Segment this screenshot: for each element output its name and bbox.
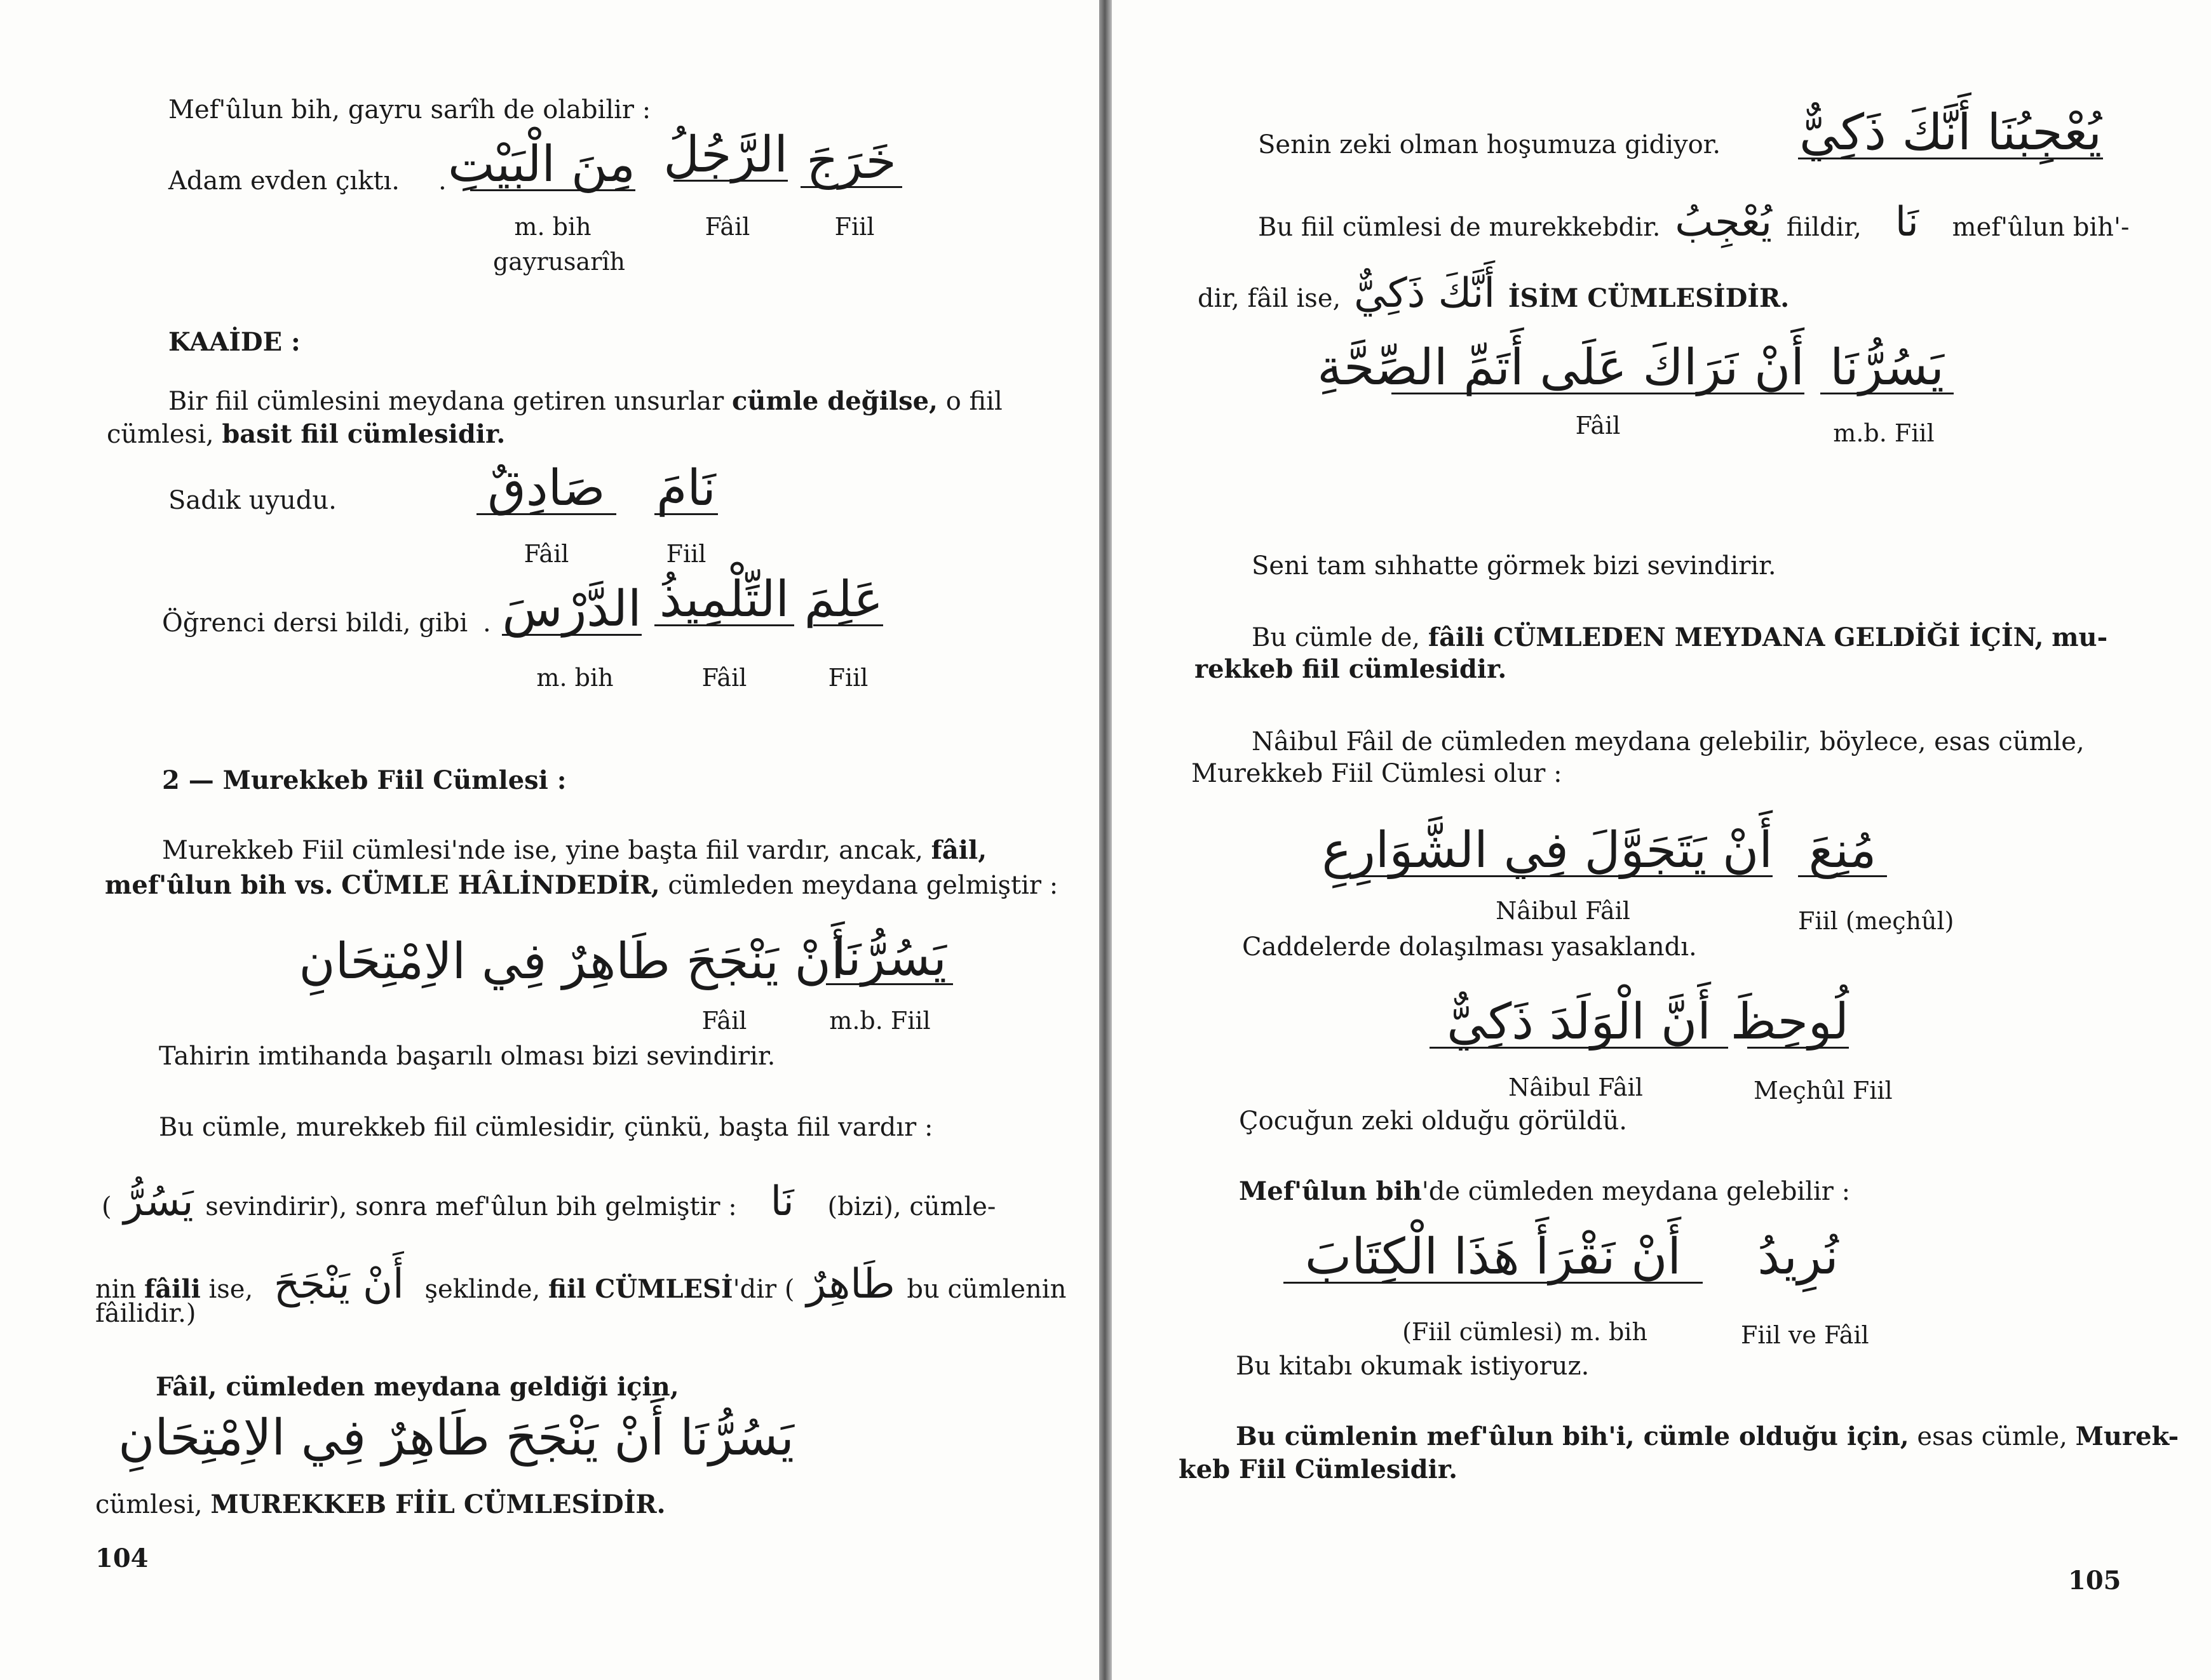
label-fail: Fâil	[1575, 412, 1621, 440]
example-translation: Öğrenci dersi bildi, gibi	[162, 608, 468, 638]
book-gutter	[1099, 0, 1112, 1680]
paragraph-1-cont: cümlesi, basit fiil cümlesidir.	[107, 419, 506, 449]
label-fail: Fâil	[701, 664, 747, 692]
paragraph-5: nin fâili ise, أَنْ يَنْجَحَ şeklinde, fiil CÜMLESİ'dir ( طَاهِرٌ bu cümlenin	[95, 1261, 1067, 1308]
punctuation: .	[438, 166, 447, 196]
label-fail: Fâil	[701, 1007, 747, 1035]
label-fiil: Fiil	[666, 540, 707, 568]
section-heading: 2 — Murekkeb Fiil Cümlesi :	[162, 765, 567, 795]
label-mbih: m. bih	[514, 213, 592, 241]
label-mechul-fiil: Meçhûl Fiil	[1754, 1077, 1893, 1105]
label-naibul-fail: Nâibul Fâil	[1496, 897, 1630, 925]
arabic-fail: صَادِقٌ	[477, 464, 616, 515]
paragraph-1-cont: rekkeb fiil cümlesidir.	[1194, 654, 1507, 684]
paragraph-6: Fâil, cümleden meydana geldiği için,	[156, 1372, 679, 1402]
arabic-fiil: عَلِمَ	[804, 571, 883, 628]
example-translation: Çocuğun zeki olduğu görüldü.	[1239, 1106, 1627, 1136]
arabic-fiil: نُرِيدُ	[1757, 1228, 1839, 1286]
paragraph-1: Bir fiil cümlesini meydana getiren unsurlar cümle değilse, o fiil	[168, 386, 1003, 416]
arabic-fiil: لُوحِظَ	[1730, 993, 1849, 1051]
kaide-heading: KAAİDE :	[168, 327, 301, 357]
paragraph-3: Mef'ûlun bih'de cümleden meydana gelebilir :	[1239, 1176, 1851, 1206]
label-fiil-mechul: Fiil (meçhûl)	[1798, 907, 1954, 935]
paragraph-3: Bu cümle, murekkeb fiil cümlesidir, çünkü, başta fiil vardır :	[159, 1113, 933, 1142]
arabic-fiil: يَسُرُّنَا	[1820, 343, 1954, 394]
label-fiil-ve-fail: Fiil ve Fâil	[1741, 1321, 1869, 1349]
label-fiil: Fiil	[834, 213, 875, 241]
label-gayrusarih: gayrusarîh	[492, 248, 626, 276]
label-naibul-fail: Nâibul Fâil	[1508, 1073, 1643, 1101]
right-page	[1112, 0, 2211, 1680]
label-mb-fiil: m.b. Fiil	[829, 1007, 931, 1035]
arabic-mbih: الدَّرْسَ	[502, 581, 642, 638]
arabic-fiil: نَامَ	[654, 464, 718, 515]
label-fiil: Fiil	[828, 664, 869, 692]
paragraph-4: Bu cümlenin mef'ûlun bih'i, cümle olduğu için, esas cümle, Murek-	[1236, 1421, 2179, 1451]
paragraph-1: Bu cümle de, fâili CÜMLEDEN MEYDANA GELDİĞİ İÇİN, mu-	[1252, 622, 2108, 652]
label-fail: Fâil	[524, 540, 569, 568]
example-translation: Adam evden çıktı.	[168, 166, 400, 196]
label-mbih: (Fiil cümlesi) m. bih	[1402, 1318, 1647, 1346]
label-fail: Fâil	[705, 213, 750, 241]
page-number: 104	[95, 1543, 149, 1573]
example-translation: Seni tam sıhhatte görmek bizi sevindirir.	[1252, 551, 1776, 581]
left-page	[0, 0, 1099, 1680]
intro-line: Senin zeki olman hoşumuza gidiyor.	[1258, 130, 1721, 159]
label-mb-fiil: m.b. Fiil	[1833, 419, 1935, 447]
label-mbih: m. bih	[536, 664, 614, 692]
example-translation: Sadık uyudu.	[168, 486, 337, 515]
arabic-fail: التِّلْمِيذُ	[654, 575, 794, 626]
arabic-fail-clause: أَنْ يَنْجَحَ طَاهِرٌ فِي الاِمْتِحَانِ	[299, 933, 845, 990]
arabic-fail: الرَّجُلُ	[663, 126, 788, 184]
arabic-mbih-clause: أَنْ نَقْرَأَ هَذَا الْكِتَابَ	[1283, 1232, 1703, 1284]
punctuation: .	[483, 608, 491, 638]
arabic-mbih: مِنَ الْبَيْتِ	[447, 136, 635, 193]
example-translation: Caddelerde dolaşılması yasaklandı.	[1242, 932, 1697, 962]
paragraph-2: Nâibul Fâil de cümleden meydana gelebilir, böylece, esas cümle,	[1252, 727, 2085, 756]
paragraph-7: cümlesi, MUREKKEB FİİL CÜMLESİDİR.	[95, 1489, 666, 1519]
arabic-example: يَسُرُّنَا أَنْ يَنْجَحَ طَاهِرٌ فِي الاِمْتِحَانِ	[118, 1409, 794, 1467]
line-3: dir, fâil ise, أَنَّكَ ذَكِيٌّ İSİM CÜMLESİDİR.	[1198, 270, 1790, 317]
intro-line: Mef'ûlun bih, gayru sarîh de olabilir :	[168, 95, 651, 124]
arabic-naibul-fail: أَنْ يَتَجَوَّلَ فِي الشَّوَارِعِ	[1322, 822, 1773, 879]
paragraph-4-cont: keb Fiil Cümlesidir.	[1179, 1455, 1458, 1484]
paragraph-2-cont: mef'ûlun bih vs. CÜMLE HÂLİNDEDİR, cümleden meydana gelmiştir :	[105, 870, 1058, 900]
example-translation: Bu kitabı okumak istiyoruz.	[1236, 1352, 1590, 1381]
arabic-fiil: مُنِعَ	[1798, 826, 1887, 877]
paragraph-2: Murekkeb Fiil cümlesi'nde ise, yine başta fiil vardır, ancak, fâil,	[162, 835, 987, 865]
paragraph-2-cont: Murekkeb Fiil Cümlesi olur :	[1191, 759, 1562, 788]
line-2: Bu fiil cümlesi de murekkebdir. يُعْجِبُ fiildir, نَا mef'ûlun bih'-	[1258, 199, 2130, 246]
arabic-fiil: يَسُرُّنَا	[826, 934, 953, 985]
arabic-example: يُعْجِبُنَا أَنَّكَ ذَكِيٌّ	[1799, 104, 2102, 161]
paragraph-4: ( يَسُرُّ sevindirir), sonra mef'ûlun bih gelmiştir : نَا (bizi), cümle-	[102, 1178, 996, 1225]
arabic-naibul-fail: أَنَّ الْوَلَدَ ذَكِيٌّ	[1430, 997, 1728, 1049]
paragraph-5-cont: fâilidir.)	[95, 1299, 196, 1328]
arabic-fail-clause: أَنْ نَرَاكَ عَلَى أَتَمِّ الصِّحَّةِ	[1317, 339, 1804, 396]
page-number: 105	[2068, 1566, 2121, 1596]
example-translation: Tahirin imtihanda başarılı olması bizi sevindirir.	[159, 1042, 776, 1071]
arabic-fiil: خَرَجَ	[801, 137, 902, 188]
